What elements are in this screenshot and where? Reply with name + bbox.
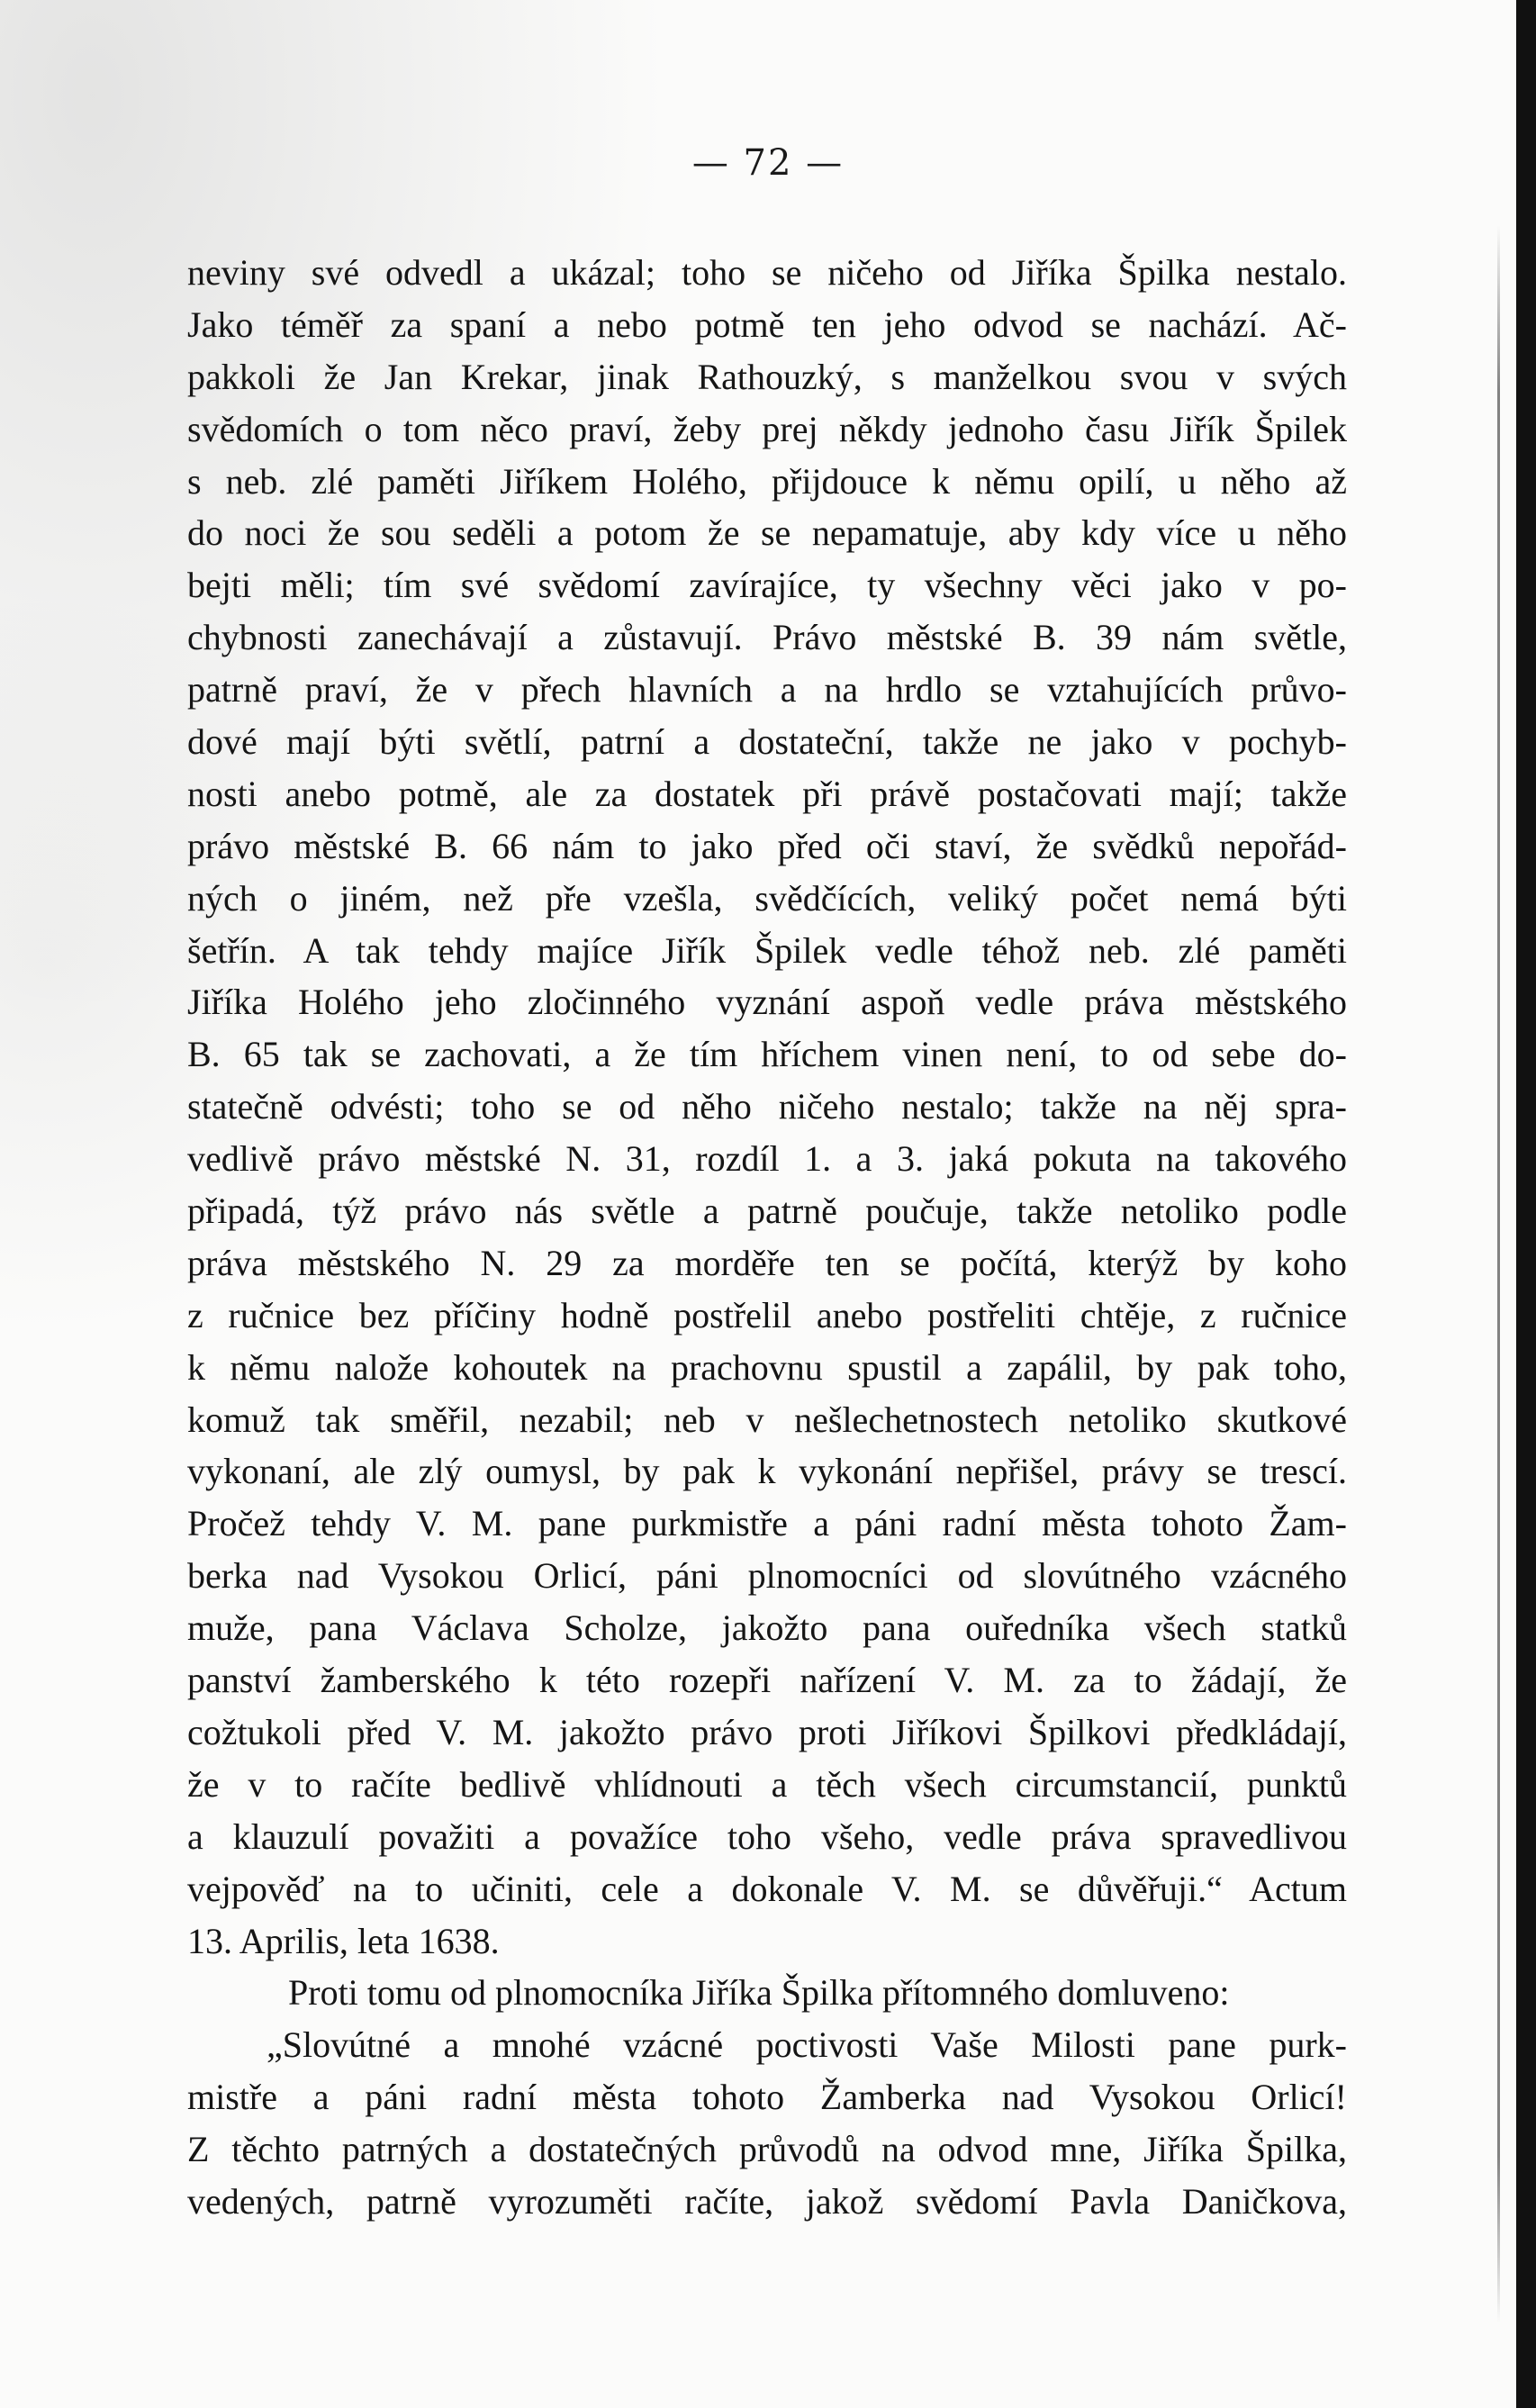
text-line: Jiříka Holého jeho zločinného vyznání aspoň vedle práva městského	[187, 982, 1347, 1023]
page-number: — 72 —	[691, 142, 845, 184]
text-line: vejpověď na to učiniti, cele a dokonale V. M. se důvěřuji.“ Actum	[187, 1868, 1347, 1909]
text-line: nosti anebo potmě, ale za dostatek při právě postačovati mají; takže	[187, 773, 1347, 814]
text-line: pakkoli že Jan Krekar, jinak Rathouzký, s manželkou svou v svých	[187, 356, 1347, 397]
text-line: komuž tak směřil, nezabil; neb v nešlechetnostech netoliko skutkové	[187, 1399, 1347, 1440]
text-line: šetřín. A tak tehdy majíce Jiřík Špilek vedle téhož neb. zlé paměti	[187, 929, 1347, 971]
text-line: Pročež tehdy V. M. pane purkmistře a páni radní města tohoto Žam-	[187, 1503, 1347, 1544]
text-line: cožtukoli před V. M. jakožto právo proti Jiříkovi Špilkovi předkládají,	[187, 1711, 1347, 1752]
text-line: ných o jiném, než pře vzešla, svědčících, veliký počet nemá býti	[187, 877, 1347, 919]
text-line: do noci že sou seděli a potom že se nepamatuje, aby kdy více u něho	[187, 512, 1347, 554]
text-line: připadá, týž právo nás světle a patrně poučuje, takže netoliko podle	[187, 1190, 1347, 1232]
text-line: svědomích o tom něco praví, žeby prej někdy jednoho času Jiřík Špilek	[187, 408, 1347, 449]
text-line: právo městské B. 66 nám to jako před oči staví, že svědků nepořád-	[187, 825, 1347, 866]
text-line: a klauzulí považiti a považíce toho všeho, vedle práva spravedlivou	[187, 1815, 1347, 1857]
text-line: vedených, patrně vyrozuměti račíte, jakož svědomí Pavla Daničkova,	[187, 2180, 1347, 2222]
text-line: mistře a páni radní města tohoto Žamberka nad Vysokou Orlicí!	[187, 2077, 1347, 2118]
text-line: 13. Aprilis, leta 1638.	[187, 1920, 500, 1961]
text-line: berka nad Vysokou Orlicí, páni plnomocníci od slovútného vzácného	[187, 1555, 1347, 1597]
text-line: s neb. zlé paměti Jiříkem Holého, přijdouce k němu opilí, u něho až	[187, 460, 1347, 502]
text-line: že v to račíte bedlivě vhlídnouti a těch všech circumstancií, punktů	[187, 1763, 1347, 1805]
text-line: Proti tomu od plnomocníka Jiříka Špilka přítomného domluveno:	[288, 1972, 1230, 2014]
text-line: neviny své odvedl a ukázal; toho se ničeho od Jiříka Špilka nestalo.	[187, 252, 1347, 293]
text-line: vedlivě právo městské N. 31, rozdíl 1. a 3. jaká pokuta na takového	[187, 1138, 1347, 1180]
body-text	[187, 247, 1347, 2228]
text-line: vykonaní, ale zlý oumysl, by pak k vykonání nepřišel, právy se trescí.	[187, 1451, 1347, 1492]
text-line: práva městského N. 29 za morděře ten se počítá, kterýž by koho	[187, 1242, 1347, 1283]
text-line: patrně praví, že v přech hlavních a na hrdlo se vztahujících průvo-	[187, 669, 1347, 711]
text-line: chybnosti zanechávají a zůstavují. Právo městské B. 39 nám světle,	[187, 617, 1347, 658]
text-line: dové mají býti světlí, patrní a dostateční, takže ne jako v pochyb-	[187, 721, 1347, 763]
text-line: Jako téměř za spaní a nebo potmě ten jeho odvod se nachází. Ač-	[187, 303, 1347, 345]
text-line: statečně odvésti; toho se od něho ničeho nestalo; takže na něj spra-	[187, 1086, 1347, 1127]
scan-border	[1516, 0, 1536, 2408]
text-line: k němu nalože kohoutek na prachovnu spustil a zapálil, by pak toho,	[187, 1346, 1347, 1388]
text-line: B. 65 tak se zachovati, a že tím hříchem vinen není, to od sebe do-	[187, 1034, 1347, 1075]
text-line: panství žamberského k této rozepři nařízení V. M. za to žádají, že	[187, 1660, 1347, 1701]
text-line: „Slovútné a mnohé vzácné poctivosti Vaše Milosti pane purk-	[267, 2024, 1347, 2066]
text-line: Z těchto patrných a dostatečných průvodů na odvod mne, Jiříka Špilka,	[187, 2129, 1347, 2170]
page-edge-shadow	[1497, 225, 1500, 2323]
text-line: muže, pana Václava Scholze, jakožto pana ouředníka všech statků	[187, 1607, 1347, 1649]
text-line: z ručnice bez příčiny hodně postřelil anebo postřeliti chtěje, z ručnice	[187, 1294, 1347, 1335]
text-line: bejti měli; tím své svědomí zavírajíce, ty všechny věci jako v po-	[187, 565, 1347, 606]
